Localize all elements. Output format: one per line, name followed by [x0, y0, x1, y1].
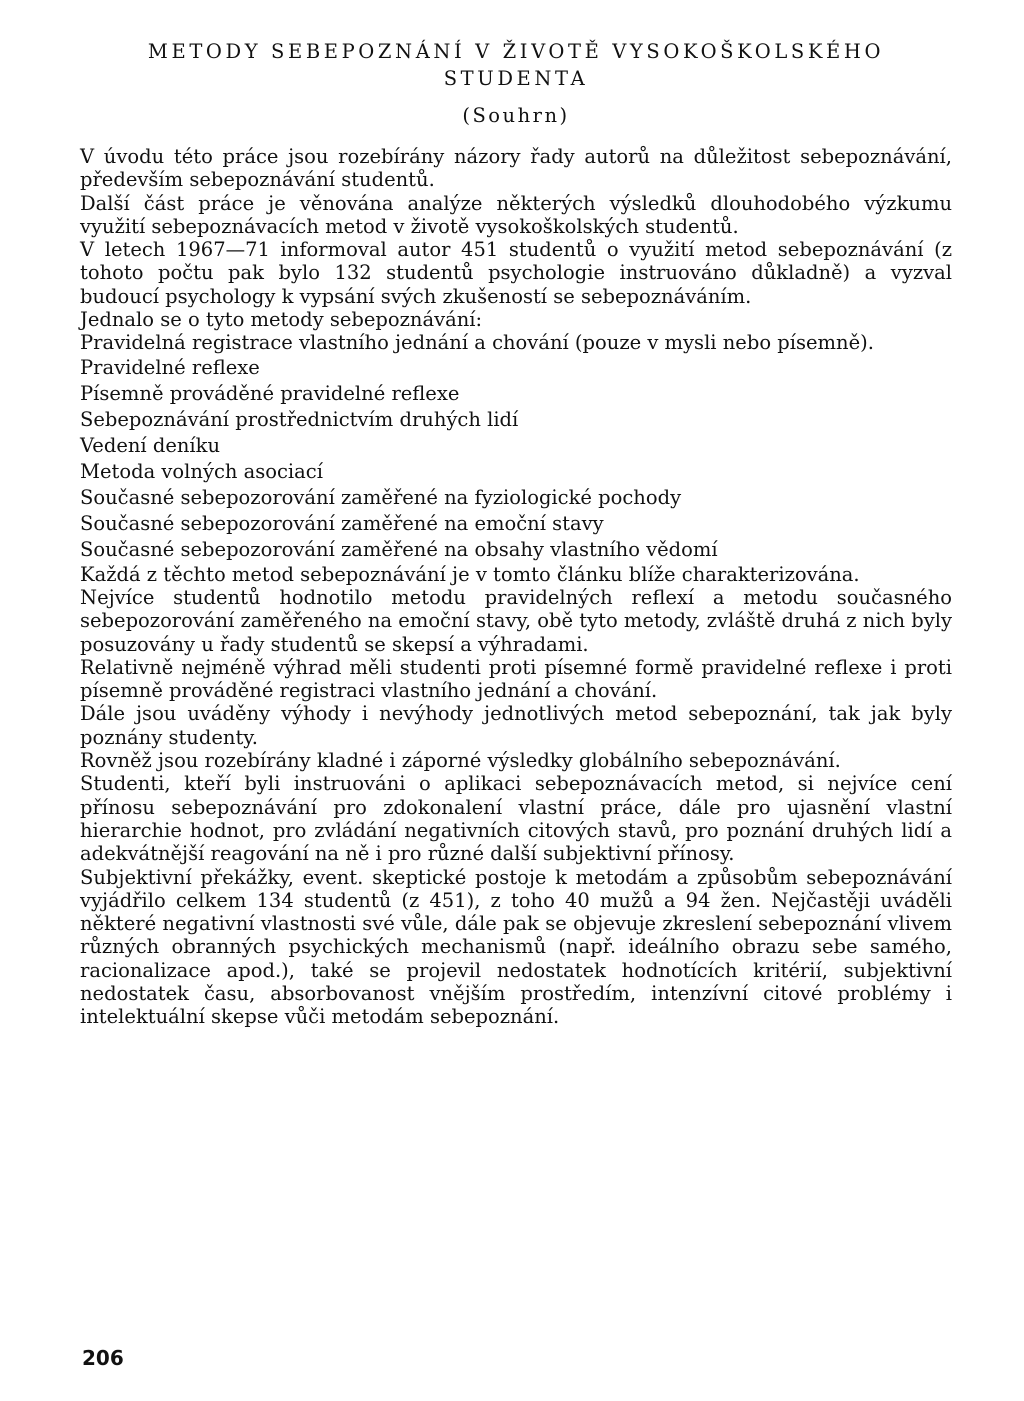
list-item: Písemně prováděné pravidelné reflexe [80, 381, 460, 405]
list-item: Současné sebepozorování zaměřené na obsahy vlastního vědomí [80, 537, 718, 561]
document-title [80, 38, 952, 92]
paragraph-results: Rovněž jsou rozebírány kladné i záporné výsledky globálního sebepoznávání. [80, 749, 841, 773]
paragraph-methods-intro: Jednalo se o tyto metody sebepoznávání: [80, 308, 483, 332]
paragraph-analysis: Další část práce je věnována analýze některých výsledků dlouhodobého výzkumu využití sebepoznávacích metod v životě vysokoškolských studentů. [80, 191, 952, 238]
paragraph-characterization: Každá z těchto metod sebepoznávání je v tomto článku blíže charakterizována. [80, 562, 860, 586]
title-line-2: STUDENTA [443, 67, 589, 90]
paragraph-advantages: Dále jsou uváděny výhody i nevýhody jednotlivých metod sebepoznání, tak jak byly poznány studenty. [80, 702, 952, 749]
paragraph-first-method: Pravidelná registrace vlastního jednání a chování (pouze v mysli nebo písemně). [80, 331, 874, 355]
paragraph-intro: V úvodu této práce jsou rozebírány názory řady autorů na důležitost sebepoznávání, především sebepoznávání studentů. [80, 145, 952, 192]
paragraph-research: V letech 1967—71 informoval autor 451 studentů o využití metod sebepoznávání (z tohoto počtu pak bylo 132 studentů psychologie instruováno důkladně) a vyzval budoucí psychology k vypsání svých zkušeností se sebepoznáváním. [80, 238, 952, 308]
paragraph-reservations: Relativně nejméně výhrad měli studenti proti písemné formě pravidelné reflexe i proti písemně prováděné registraci vlastního jednání a chování. [80, 655, 952, 703]
page-number: 206 [82, 1346, 124, 1370]
document-page [80, 38, 952, 1029]
list-item: Sebepoznávání prostřednictvím druhých lidí [80, 407, 519, 431]
document-subtitle: (Souhrn) [462, 104, 570, 127]
list-item: Metoda volných asociací [80, 459, 323, 483]
paragraph-benefits: Studenti, kteří byli instruováni o aplikaci sebepoznávacích metod, si nejvíce cení přínosu sebepoznávání pro zdokonalení vlastní práce, dále pro ujasnění vlastní hierarchie hodnot, pro zvládání negativních citových stavů, pro poznání druhých lidí a adekvátnější reagování na ně i pro různé další subjektivní přínosy. [80, 772, 952, 866]
paragraph-evaluation: Nejvíce studentů hodnotilo metodu pravidelných reflexí a metodu současného sebepozorování zaměřeného na emoční stavy, obě tyto metody, zvláště druhá z nich byly posuzovány u řady studentů se skepsí a výhradami. [80, 585, 952, 656]
list-item: Vedení deníku [80, 433, 221, 457]
paragraph-obstacles: Subjektivní překážky, event. skeptické postoje k metodám a způsobům sebepoznávání vyjádřilo celkem 134 studentů (z 451), z toho 40 mužů a 94 žen. Nejčastěji uváděli některé negativní vlastnosti své vůle, dále pak se objevuje zkreslení sebepoznání vlivem různých obranných psychických mechanismů (např. ideálního obrazu sebe samého, racionalizace apod.), také se projevil nedostatek hodnotících kritérií, subjektivní nedostatek času, absorbovanost vnějším prostředím, intenzívní citové problémy i intelektuální skepse vůči metodám sebepoznání. [80, 865, 952, 1029]
methods-list [80, 355, 952, 563]
list-item: Pravidelné reflexe [80, 355, 260, 379]
list-item: Současné sebepozorování zaměřené na emoční stavy [80, 511, 604, 535]
title-line-1: METODY SEBEPOZNÁNÍ V ŽIVOTĚ VYSOKOŠKOLSKÉHO [147, 40, 885, 63]
list-item: Současné sebepozorování zaměřené na fyziologické pochody [80, 485, 682, 509]
